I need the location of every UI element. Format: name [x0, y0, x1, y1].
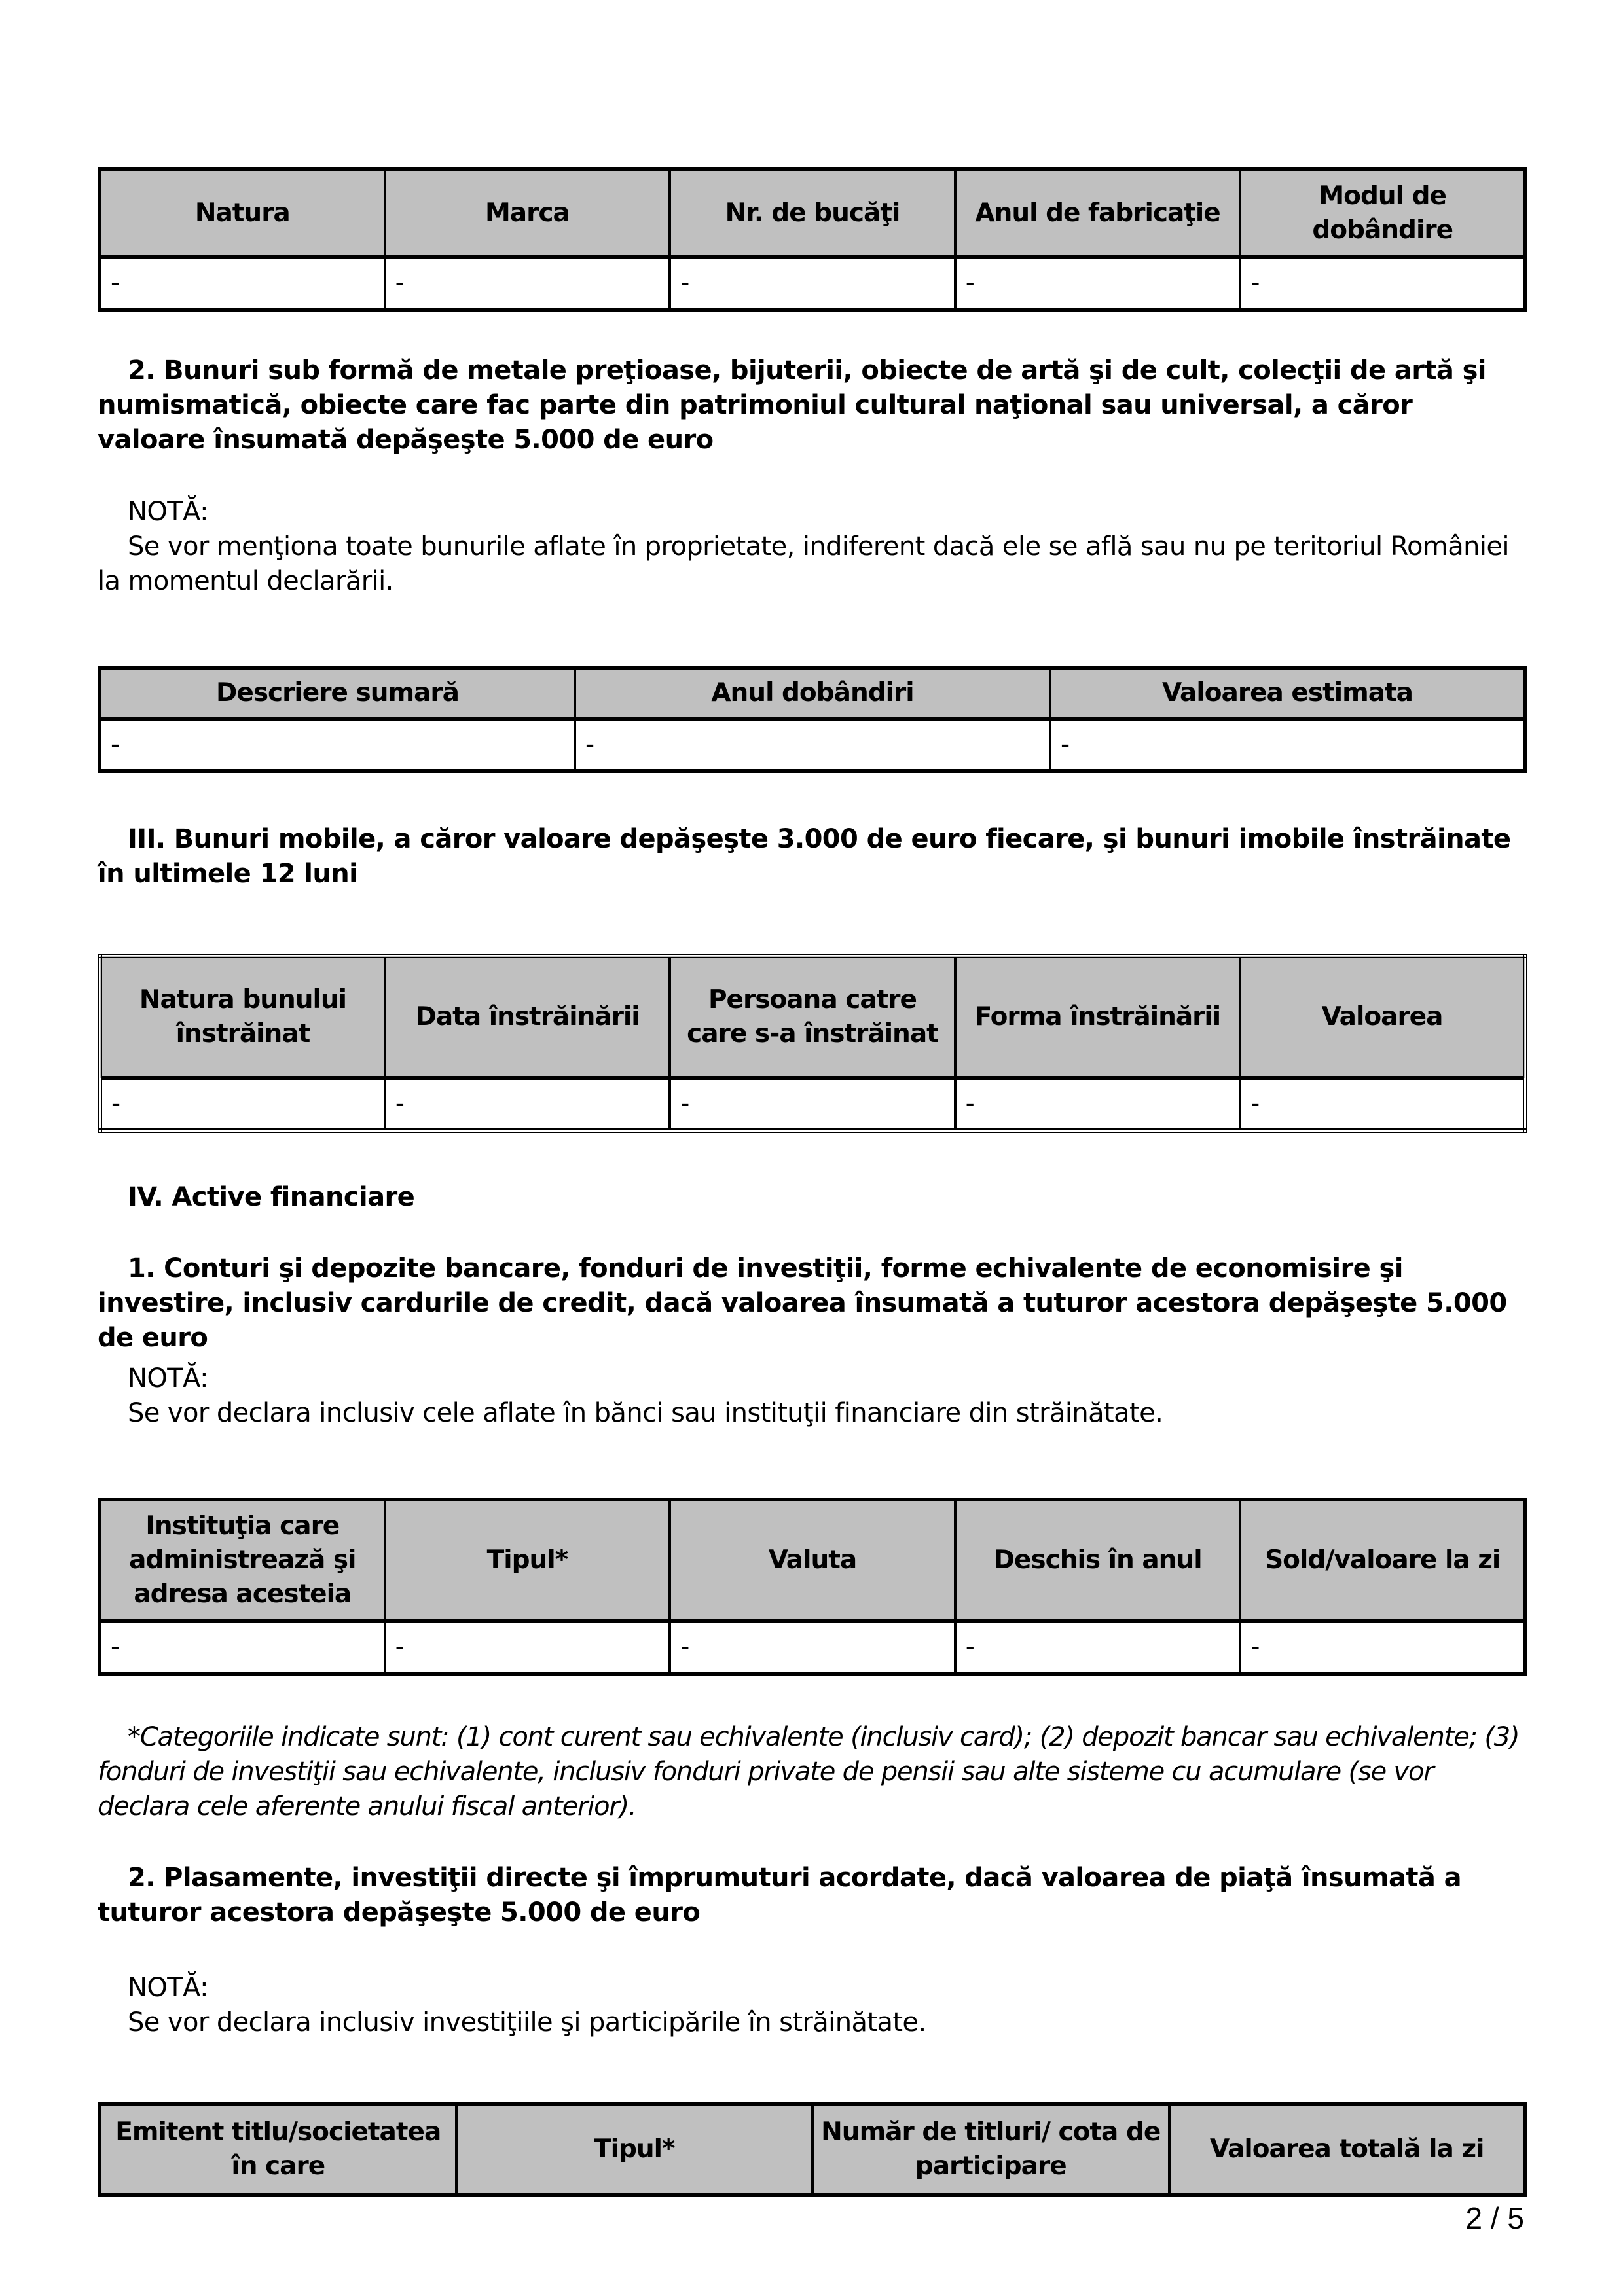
table-cell: -	[670, 1078, 955, 1131]
table-cell: -	[385, 1621, 670, 1674]
note-label: NOTĂ:	[128, 1973, 208, 2003]
column-header: Valuta	[670, 1499, 955, 1621]
table-cell: -	[670, 1621, 955, 1674]
table-row	[100, 719, 1525, 771]
valuables-table-block	[98, 666, 1527, 773]
table-cell: -	[1240, 257, 1525, 310]
table-cell: -	[670, 257, 955, 310]
accounts-table	[98, 1498, 1527, 1676]
table-cell: -	[1050, 719, 1525, 771]
section-4-2-note	[98, 1971, 1527, 2040]
column-header: Persoana catre care s-a înstrăinat	[670, 956, 955, 1078]
accounts-table-block	[98, 1498, 1527, 1676]
section-heading: 1. Conturi şi depozite bancare, fonduri de investiţii, forme echivalente de economisire şi investire, inclusiv cardurile de credit, dacă valoarea însumată a tuturor acestora depăşeşte 5.000 de euro	[98, 1253, 1507, 1353]
note-text: Se vor declara inclusiv cele aflate în bănci sau instituţii financiare din străinătate.	[128, 1398, 1163, 1428]
section-4-1-note	[98, 1361, 1527, 1431]
investments-table	[98, 2102, 1527, 2197]
column-header: Modul de dobândire	[1240, 169, 1525, 257]
table-cell: -	[955, 1078, 1240, 1131]
column-header: Descriere sumară	[100, 668, 575, 719]
alienated-table-block	[98, 954, 1527, 1133]
section-4	[98, 1180, 1527, 1215]
table-cell: -	[1240, 1078, 1525, 1131]
table-header-row	[100, 668, 1525, 719]
section-heading: III. Bunuri mobile, a căror valoare depăşeşte 3.000 de euro fiecare, şi bunuri imobile înstrăinate în ultimele 12 luni	[98, 824, 1511, 889]
footnote-text: *Categoriile indicate sunt: (1) cont curent sau echivalente (inclusiv card); (2) depozit bancar sau echivalente; (3) fonduri de investiţii sau echivalente, inclusiv fonduri private de pensii sau alte sisteme cu acumulare (se vor declara cele aferente anului fiscal anterior).	[98, 1722, 1520, 1821]
column-header: Marca	[385, 169, 670, 257]
column-header: Forma înstrăinării	[955, 956, 1240, 1078]
column-header: Tipul*	[456, 2104, 813, 2195]
table-row	[100, 257, 1525, 310]
note-text: Se vor declara inclusiv investiţiile şi participările în străinătate.	[128, 2007, 926, 2037]
page-number: 2 / 5	[1465, 2201, 1524, 2235]
investments-table-block	[98, 2102, 1527, 2197]
table-cell: -	[385, 257, 670, 310]
column-header: Natura	[100, 169, 385, 257]
column-header: Emitent titlu/societatea în care	[100, 2104, 456, 2195]
section-4-1	[98, 1251, 1527, 1355]
table-header-row	[100, 2104, 1525, 2195]
alienated-table	[98, 954, 1527, 1133]
column-header: Deschis în anul	[955, 1499, 1241, 1621]
valuables-table	[98, 666, 1527, 773]
column-header: Anul dobândiri	[575, 668, 1050, 719]
table-cell: -	[575, 719, 1050, 771]
section-heading: 2. Plasamente, investiţii directe şi împrumuturi acordate, dacă valoarea de piaţă însumată a tuturor acestora depăşeşte 5.000 de euro	[98, 1863, 1462, 1928]
column-header: Număr de titluri/ cota de participare	[812, 2104, 1169, 2195]
column-header: Valoarea estimata	[1050, 668, 1525, 719]
note-text: Se vor menţiona toate bunurile aflate în proprietate, indiferent dacă ele se află sau nu pe teritoriul României la momentul declarării.	[98, 531, 1509, 596]
column-header: Valoarea totală la zi	[1169, 2104, 1526, 2195]
table-header-row	[100, 169, 1525, 257]
column-header: Tipul*	[385, 1499, 670, 1621]
section-4-2	[98, 1861, 1527, 1930]
table-header-row	[100, 956, 1525, 1078]
table-cell: -	[1240, 1621, 1525, 1674]
column-header: Instituţia care administrează şi adresa acesteia	[100, 1499, 385, 1621]
table-cell: -	[100, 1621, 385, 1674]
column-header: Natura bunului înstrăinat	[100, 956, 385, 1078]
column-header: Sold/valoare la zi	[1240, 1499, 1525, 1621]
section-2	[98, 353, 1527, 457]
note-label: NOTĂ:	[128, 1363, 208, 1393]
vehicles-table	[98, 167, 1527, 312]
section-2-note	[98, 495, 1527, 599]
table-cell: -	[955, 1621, 1241, 1674]
table-cell: -	[100, 719, 575, 771]
note-label: NOTĂ:	[128, 497, 208, 527]
table-cell: -	[385, 1078, 670, 1131]
table-cell: -	[100, 257, 385, 310]
table-cell: -	[955, 257, 1241, 310]
table-row	[100, 1078, 1525, 1131]
table-header-row	[100, 1499, 1525, 1621]
column-header: Anul de fabricaţie	[955, 169, 1241, 257]
vehicles-table-block	[98, 167, 1527, 312]
column-header: Valoarea	[1240, 956, 1525, 1078]
table-row	[100, 1621, 1525, 1674]
accounts-footnote	[98, 1720, 1527, 1824]
column-header: Nr. de bucăţi	[670, 169, 955, 257]
section-3	[98, 822, 1527, 891]
section-heading: IV. Active financiare	[128, 1182, 415, 1212]
section-heading: 2. Bunuri sub formă de metale preţioase, bijuterii, obiecte de artă şi de cult, colecţii de artă şi numismatică, obiecte care fac parte din patrimoniul cultural naţional sau universal, a căror valoare însumată depăşeşte 5.000 de euro	[98, 355, 1486, 455]
table-cell: -	[100, 1078, 385, 1131]
column-header: Data înstrăinării	[385, 956, 670, 1078]
